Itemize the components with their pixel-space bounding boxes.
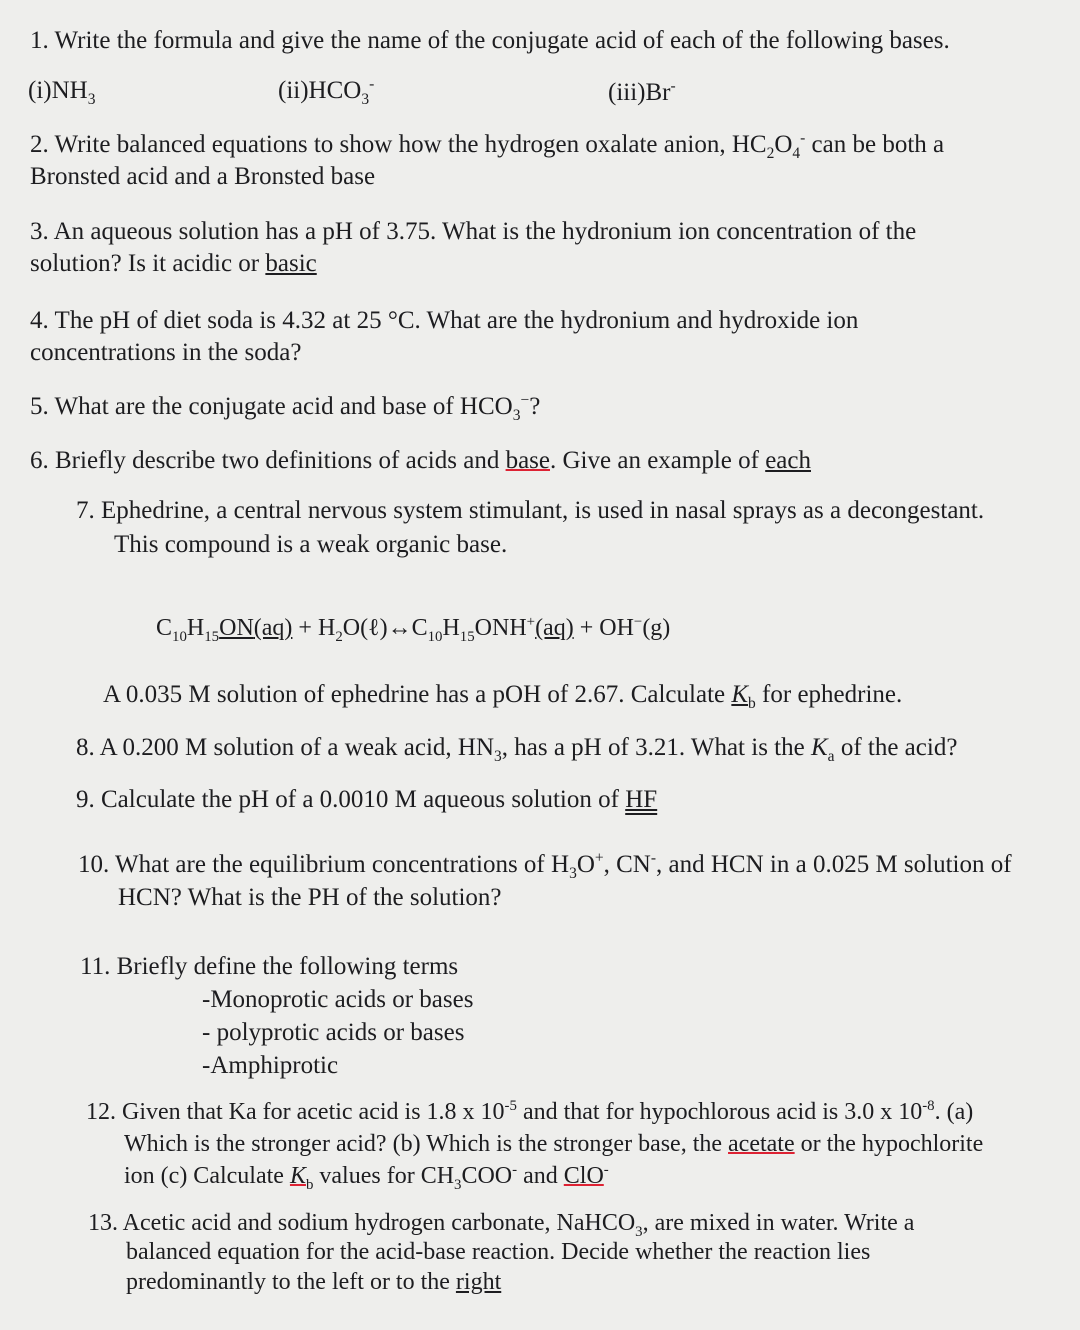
- q3-line2: solution? Is it acidic or basic: [30, 250, 317, 277]
- q1-option-ii: $(ii)HCO_3^-$: [278, 75, 375, 108]
- q4-line1: 4. The pH of diet soda is 4.32 at 25 °C. What are the hydronium and hydroxide ion: [30, 307, 859, 334]
- q13-line3: predominantly to the left or to the right: [126, 1269, 502, 1295]
- q8-text: 8. A 0.200 M solution of a weak acid, $HN_3$, has a pH of 3.21. What is the $K_a$ of the acid?: [76, 734, 958, 765]
- q7-equation: $C_{10}H_{15}ON(aq)$ + $H_2O(\ell)\leftrightarrow C_{10}H_{15}ONH^+(aq) + OH^-(g)$: [156, 614, 671, 645]
- q12-line3: ion (c) Calculate $K_b$ values for $CH_3COO^-$ and ClO-: [124, 1162, 609, 1193]
- q7-line1: 7. Ephedrine, a central nervous system stimulant, is used in nasal sprays as a decongestant.: [76, 497, 985, 524]
- q4-line2: concentrations in the soda?: [30, 339, 302, 366]
- q3-line1: 3. An aqueous solution has a pH of 3.75. What is the hydronium ion concentration of the: [30, 218, 917, 245]
- q9-text: 9. Calculate the pH of a 0.0010 M aqueous solution of HF: [76, 786, 658, 813]
- q11-line1: 11. Briefly define the following terms: [80, 953, 459, 980]
- q2-line1: 2. Write balanced equations to show how the hydrogen oxalate anion, $HC_2O_4^-$ can be both a: [30, 129, 945, 162]
- q6-text: 6. Briefly describe two definitions of acids and base. Give an example of each: [30, 447, 811, 474]
- q11-term-monoprotic: -Monoprotic acids or bases: [202, 986, 474, 1013]
- q2-line2: Bronsted acid and a Bronsted base: [30, 163, 376, 190]
- q12-line2: Which is the stronger acid? (b) Which is the stronger base, the acetate or the hypochlorite: [124, 1131, 984, 1157]
- q12-line1: 12. Given that Ka for acetic acid is 1.8 x $10^{-5}$ and that for hypochlorous acid is 3.0 x $10^{-8}$. (a): [86, 1098, 974, 1125]
- q13-line1: 13. Acetic acid and sodium hydrogen carbonate, NaHCO$_3$, are mixed in water. Write a: [88, 1210, 915, 1240]
- q1-option-i: $(i)NH_3$: [28, 77, 96, 108]
- q7-question: A 0.035 M solution of ephedrine has a pOH of 2.67. Calculate $K_b$ for ephedrine.: [103, 681, 903, 712]
- q10-line2: HCN? What is the PH of the solution?: [118, 884, 502, 911]
- q5-text: 5. What are the conjugate acid and base of $HCO_3^-$?: [30, 391, 541, 424]
- q13-line2: balanced equation for the acid-base reaction. Decide whether the reaction lies: [126, 1239, 871, 1265]
- q11-term-polyprotic: - polyprotic acids or bases: [202, 1019, 465, 1046]
- q7-line2: This compound is a weak organic base.: [114, 531, 508, 558]
- base-word: base: [505, 447, 550, 474]
- q1-text: 1. Write the formula and give the name of the conjugate acid of each of the following bases.: [30, 27, 950, 54]
- each-link: each: [765, 447, 811, 474]
- q11-term-amphiprotic: -Amphiprotic: [202, 1052, 339, 1079]
- q1-option-iii: (iii)Br-: [608, 77, 676, 106]
- q10-line1: 10. What are the equilibrium concentrations of $H_3O^+$, CN-, and HCN in a 0.025 M solution of: [78, 849, 1012, 882]
